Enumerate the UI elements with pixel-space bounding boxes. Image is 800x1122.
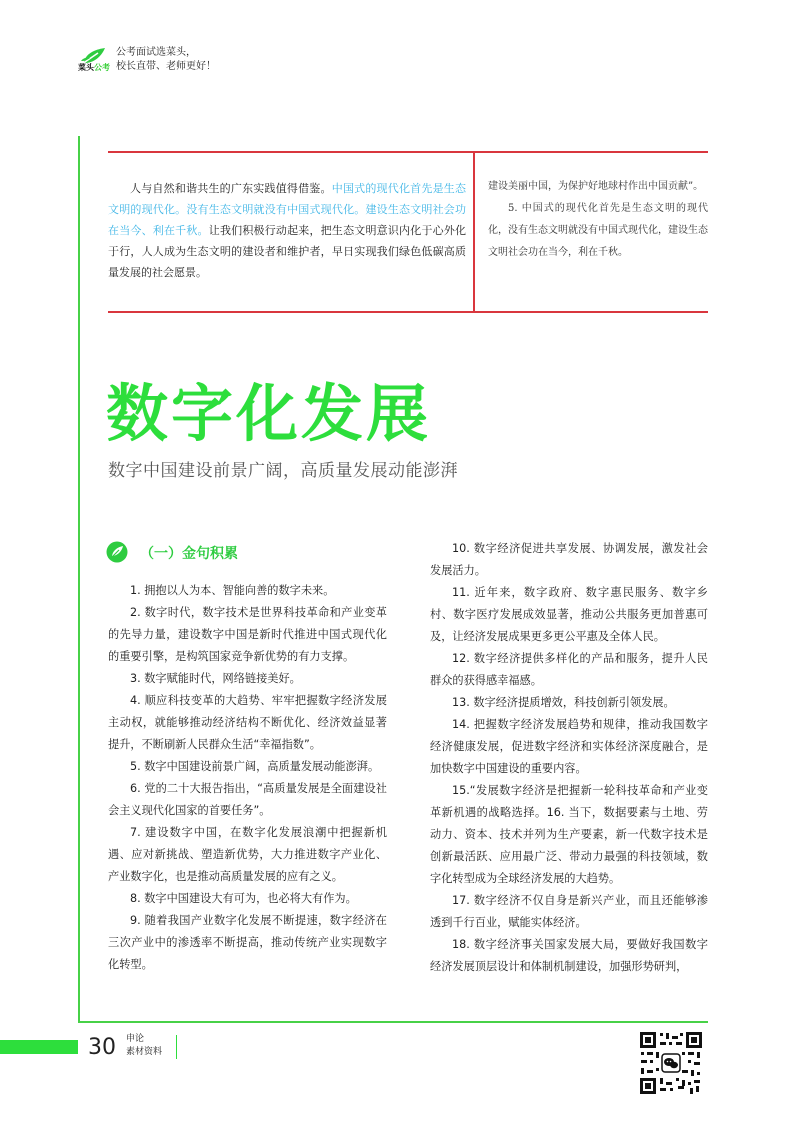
quote-box-top-rule — [108, 151, 708, 153]
list-item: 18. 数字经济事关国家发展大局，要做好我国数字经济发展顶层设计和体制机制建设，加强形势研判， — [430, 938, 708, 973]
list-item: 3. 数字赋能时代，网络链接美好。 — [130, 672, 301, 685]
list-item: 17. 数字经济不仅自身是新兴产业，而且还能够渗透到千行百业，赋能实体经济。 — [430, 894, 708, 929]
list-item: 1. 拥抱以人为本、智能向善的数字未来。 — [130, 584, 335, 597]
page-title: 数字化发展 — [106, 377, 432, 450]
right-column — [430, 538, 708, 978]
tagline-line-2: 校长直带、老师更好！ — [116, 61, 216, 72]
page-subtitle: 数字中国建设前景广阔，高质量发展动能澎湃 — [108, 461, 458, 481]
list-item: 5. 数字中国建设前景广阔，高质量发展动能澎湃。 — [130, 760, 380, 773]
header-tagline — [116, 46, 216, 74]
qr-code-icon[interactable] — [638, 1030, 704, 1096]
left-column — [108, 580, 387, 976]
list-item: 4. 顺应科技变革的大趋势、牢牢把握数字经济发展主动权，就能够推动经济结构不断优化、经济效益显著提升，不断刷新人民群众生活“幸福指数”。 — [108, 694, 387, 751]
quote-right-p2: 5. 中国式的现代化首先是生态文明的现代化，没有生态文明就没有中国式现代化，建设生态文明社会功在当今，利在千秋。 — [488, 203, 708, 258]
footer-divider — [176, 1035, 177, 1059]
highlighted-quote: 中国式的现代化首先是生态文明的现代化。没有生态文明就没有中国式现代化。建设生态文明社会功在当今、利在千秋。 — [108, 182, 467, 237]
list-item: 13. 数字经济提质增效，科技创新引领发展。 — [452, 696, 675, 709]
quote-box-bottom-rule — [108, 311, 708, 313]
quote-right-p1: 建设美丽中国，为保护好地球村作出中国贡献”。 — [488, 181, 704, 192]
frame-bottom-line — [78, 1021, 708, 1023]
list-item: 14. 把握数字经济发展趋势和规律，推动我国数字经济健康发展，促进数字经济和实体经济深度融合，是加快数字中国建设的重要内容。 — [430, 718, 708, 775]
list-item: 11. 近年来，数字政府、数字惠民服务、数字乡村、数字医疗发展成效显著，推动公共服务更加普惠可及，让经济发展成果更多更公平惠及全体人民。 — [430, 586, 708, 643]
list-item: 2. 数字时代，数字技术是世界科技革命和产业变革的先导力量，建设数字中国是新时代推进中国式现代化的重要引擎，是构筑国家竞争新优势的有力支撑。 — [108, 606, 387, 663]
list-item: 7. 建设数字中国，在数字化发展浪潮中把握新机遇、应对新挑战、塑造新优势，大力推进数字产业化、产业数字化，也是推动高质量发展的应有之义。 — [108, 826, 387, 883]
list-item: 6. 党的二十大报告指出，“高质量发展是全面建设社会主义现代化国家的首要任务”。 — [108, 782, 387, 817]
list-item: 15.“发展数字经济是把握新一轮科技革命和产业变革新机遇的战略选择。16. 当下，数据要素与土地、劳动力、资本、技术并列为生产要素，新一代数字技术是创新最活跃、应用最广泛、带动力最强的科技领域，数字化转型成为全球经济发展的大趋势。 — [430, 784, 708, 885]
frame-left-line — [78, 136, 80, 1022]
list-item: 12. 数字经济提供多样化的产品和服务，提升人民群众的获得感幸福感。 — [430, 652, 708, 687]
quote-right-text — [488, 176, 708, 264]
quote-left-text: 人与自然和谐共生的广东实践值得借鉴。中国式的现代化首先是生态文明的现代化。没有生态文明就没有中国式现代化。建设生态文明社会功在当今、利在千秋。让我们积极行动起来，把生态文明意识内化于心外化于行，人人成为生态文明的建设者和维护者，早日实现我们绿色低碳高质量发展的社会愿景。 — [108, 182, 467, 279]
quote-box-divider — [473, 151, 475, 312]
list-item: 8. 数字中国建设大有可为，也必将大有作为。 — [130, 892, 357, 905]
footer-accent-bar — [0, 1040, 78, 1054]
list-item: 10. 数字经济促进共享发展、协调发展，激发社会发展活力。 — [430, 542, 708, 577]
list-item: 9. 随着我国产业数字化发展不断提速，数字经济在三次产业中的渗透率不断提高，推动传统产业实现数字化转型。 — [108, 914, 387, 971]
page-number: 30 — [88, 1035, 116, 1060]
logo-text: 菜头公考 — [78, 63, 110, 72]
tagline-line-1: 公考面试选菜头， — [116, 47, 196, 58]
footer-title: 申论 素材资料 — [126, 1034, 163, 1057]
section-title: （一）金句积累 — [140, 546, 238, 562]
leaf-bullet-icon — [106, 541, 128, 563]
